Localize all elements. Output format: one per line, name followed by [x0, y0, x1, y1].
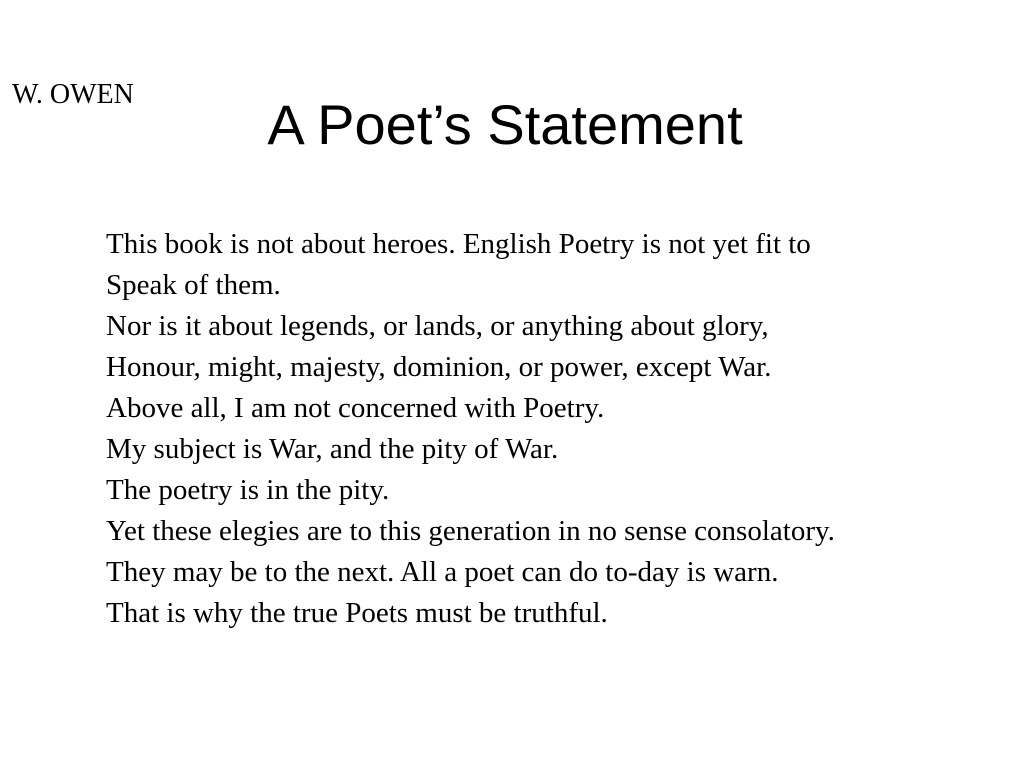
- poem-line: Yet these elegies are to this generation in no sense consolatory.: [106, 515, 835, 547]
- poem-text: [106, 224, 1006, 634]
- poem-line: Honour, might, majesty, dominion, or power, except War.: [106, 351, 772, 383]
- author-name: W. OWEN: [12, 79, 134, 110]
- poem-line: They may be to the next. All a poet can do to-day is warn.: [106, 556, 779, 588]
- poem-line: The poetry is in the pity.: [106, 474, 390, 506]
- poem-line: Above all, I am not concerned with Poetry.: [106, 392, 605, 424]
- poem-line: Speak of them.: [106, 269, 281, 301]
- poem-line: Nor is it about legends, or lands, or anything about glory,: [106, 310, 769, 342]
- poem-line: My subject is War, and the pity of War.: [106, 433, 559, 465]
- poem-line: This book is not about heroes. English Poetry is not yet fit to: [106, 228, 811, 260]
- poem-line: That is why the true Poets must be truthful.: [106, 597, 608, 629]
- slide-title: A Poet’s Statement: [267, 93, 743, 156]
